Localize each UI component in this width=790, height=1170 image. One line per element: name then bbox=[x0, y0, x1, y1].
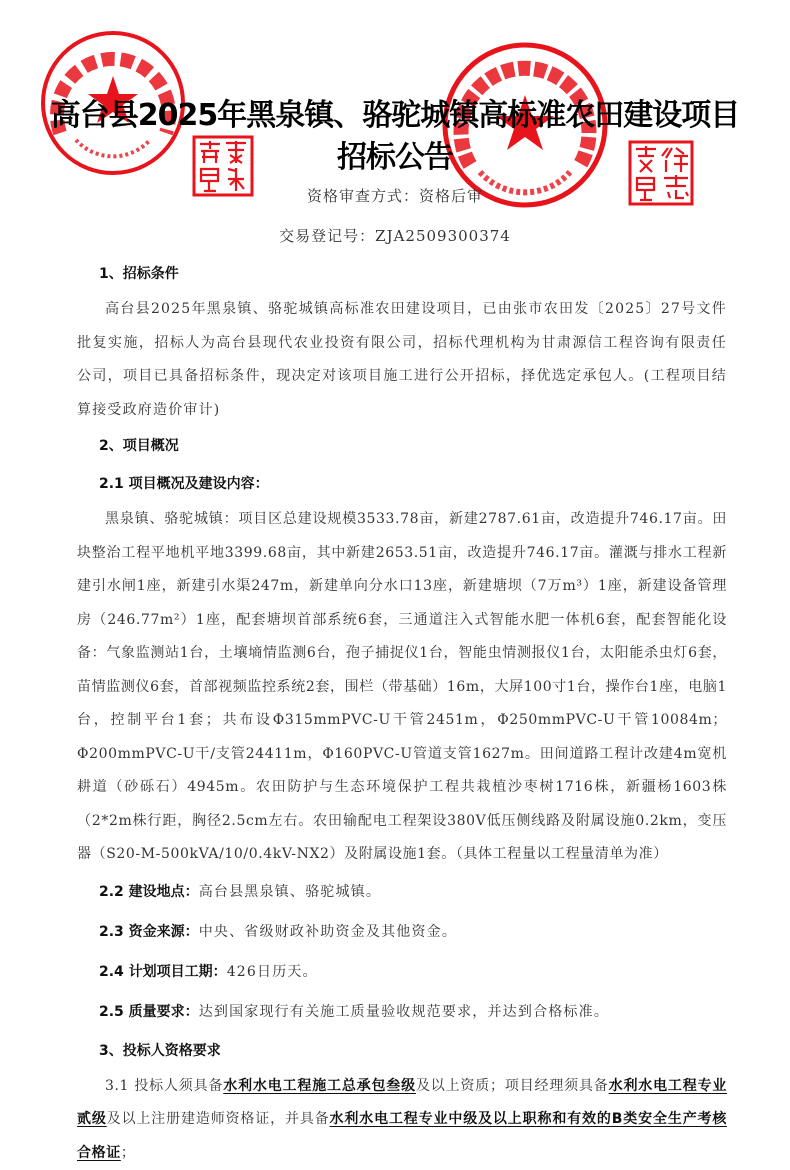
project-content-paragraph: 黑泉镇、骆驼城镇：项目区总建设规模3533.78亩，新建2787.61亩，改造提升746.17亩。田块整治工程平地机平地3399.68亩，其中新建2653.51亩，改造提升746.17亩。灌溉与排水工程新建引水闸1座，新建引水渠247m，新建单向分水口13座，新建塘坝（7万m³）1座，新建设备管理房（246.77m²）1座，配套塘坝首部系统6套，三通道注入式智能水肥一体机6套，配套智能化设备：气象监测站1台，土壤墒情监测6台，孢子捕捉仪1台，智能虫情测报仪1台，太阳能杀虫灯6套，苗情监测仪6套，首部视频监控系统2套，围栏（带基础）16m，大屏100寸1台，操作台1座，电脑1台，控制平台1套；共布设Φ315mmPVC-U干管2451m，Φ250mmPVC-U干管10084m；Φ200mmPVC-U干/支管24411m，Φ160PVC-U管道支管1627m。田间道路工程计改建4m宽机耕道（砂砾石）4945m。农田防护与生态环境保护工程共栽植沙枣树1716株，新疆杨1603株（2*2m株行距，胸径2.5cm左右。农田输配电工程架设380V低压侧线路及附属设施0.2km，变压器（S20-M-500kVA/10/0.4kV-NX2）及附属设施1套。（具体工程量以工程量清单为准） bbox=[77, 503, 727, 872]
item-label: 2.2 建设地点： bbox=[99, 884, 199, 900]
item-label: 2.4 计划项目工期： bbox=[99, 964, 227, 980]
section-heading-2: 2、项目概况 bbox=[99, 427, 727, 465]
qualification-level: 水利水电工程施工总承包叁级 bbox=[223, 1078, 416, 1094]
text-run: ； bbox=[121, 1145, 136, 1161]
item-label: 2.5 质量要求： bbox=[99, 1004, 199, 1020]
text-run: 及以上注册建造师资格证，并具备 bbox=[107, 1111, 330, 1127]
text-run: 3.1 投标人须具备 bbox=[105, 1078, 223, 1094]
funding-source bbox=[99, 912, 727, 952]
registration-number: 交易登记号：ZJA2509300374 bbox=[0, 226, 790, 246]
manager-level: 水利水电工程专业贰级 bbox=[77, 1078, 727, 1128]
item-value: 中央、省级财政补助资金及其他资金。 bbox=[199, 924, 457, 940]
certificate-requirement: 水利水电工程专业中级及以上职称和有效的B类安全生产考核合格证 bbox=[77, 1111, 727, 1161]
section-heading-3: 3、投标人资格要求 bbox=[99, 1032, 727, 1070]
document-subtitle: 招标公告 bbox=[0, 140, 790, 176]
item-value: 达到国家现行有关施工质量验收规范要求，并达到合格标准。 bbox=[199, 1004, 609, 1020]
item-label: 2.3 资金来源： bbox=[99, 924, 199, 940]
item-value: 高台县黑泉镇、骆驼城镇。 bbox=[199, 884, 381, 900]
subsection-heading-2-1: 2.1 项目概况及建设内容： bbox=[99, 465, 727, 503]
document-body bbox=[77, 255, 727, 1170]
construction-site bbox=[99, 872, 727, 912]
document-title: 高台县2025年黑泉镇、骆驼城镇高标准农田建设项目 bbox=[0, 98, 790, 134]
section-heading-1: 1、招标条件 bbox=[99, 255, 727, 293]
planned-duration bbox=[99, 952, 727, 992]
bidder-qualification-paragraph bbox=[77, 1070, 727, 1170]
quality-requirement bbox=[99, 992, 727, 1032]
section-1-paragraph: 高台县2025年黑泉镇、骆驼城镇高标准农田建设项目，已由张市农田发〔2025〕27号文件批复实施，招标人为高台县现代农业投资有限公司，招标代理机构为甘肃源信工程咨询有限责任公司，项目已具备招标条件，现决定对该项目施工进行公开招标，择优选定承包人。(工程项目结算接受政府造价审计) bbox=[77, 293, 727, 427]
text-run: 及以上资质；项目经理须具备 bbox=[416, 1078, 609, 1094]
item-value: 426日历天。 bbox=[227, 964, 318, 980]
review-method: 资格审查方式：资格后审 bbox=[0, 186, 790, 206]
